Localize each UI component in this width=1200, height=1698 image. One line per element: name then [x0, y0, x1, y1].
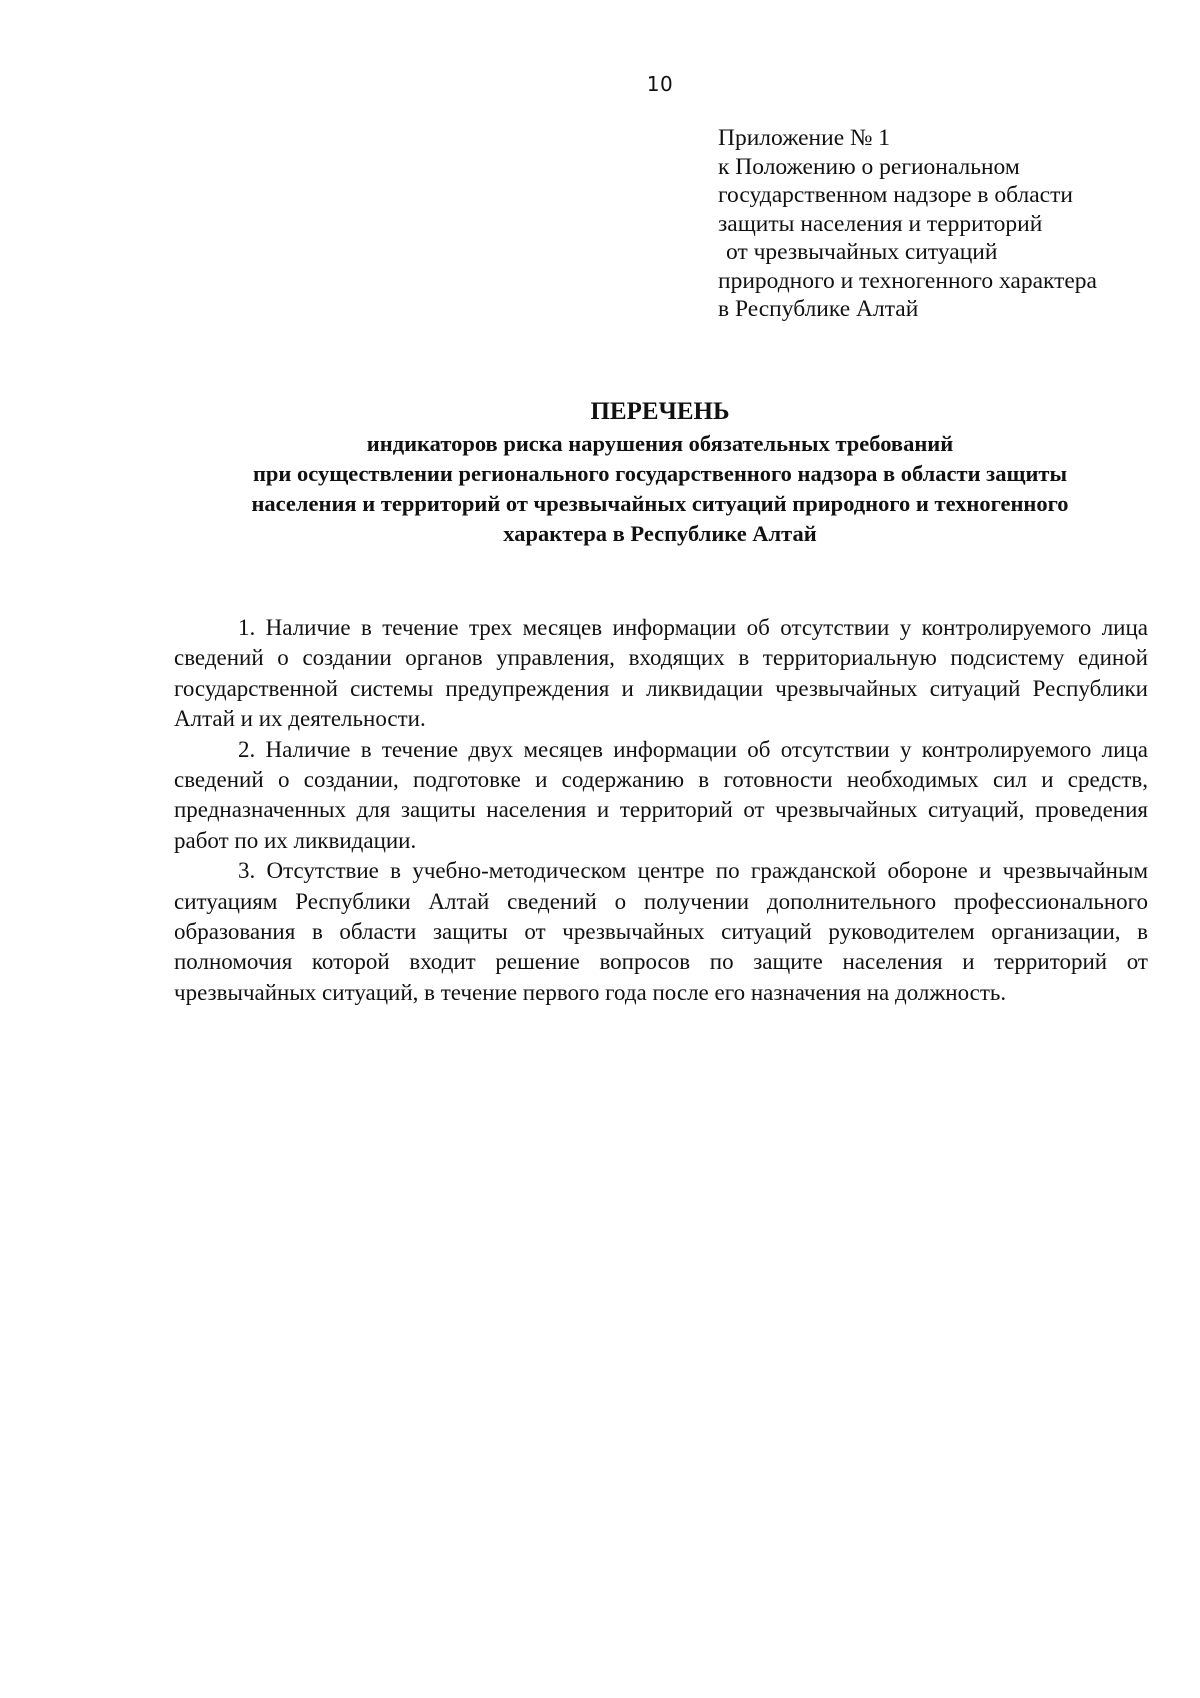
appendix-line: Приложение № 1 — [718, 125, 891, 151]
subtitle-line: при осуществлении регионального государственного надзора в области защиты — [252, 461, 1068, 486]
appendix-line: государственном надзоре в области — [718, 182, 1073, 208]
subtitle-line: индикаторов риска нарушения обязательных требований — [366, 431, 954, 456]
document-title: ПЕРЕЧЕНЬ — [590, 398, 730, 425]
document-heading — [170, 396, 1150, 549]
subtitle-line: населения и территорий от чрезвычайных ситуаций природного и техногенного — [251, 491, 1069, 516]
appendix-line: природного и техногенного характера — [718, 267, 1097, 294]
appendix-line: защиты населения и территорий — [718, 210, 1043, 237]
risk-indicator-item: 2. Наличие в течение двух месяцев информации об отсутствии у контролируемого лица сведений о создании, подготовке и содержанию в готовности необходимых сил и средств, предназначенных для защиты населения и территорий от чрезвычайных ситуаций, проведения работ по их ликвидации. — [174, 736, 1148, 853]
document-subtitle — [170, 429, 1150, 549]
risk-indicator-item: 1. Наличие в течение трех месяцев информации об отсутствии у контролируемого лица сведений о создании органов управления, входящих в территориальную подсистему единой государственной системы предупреждения и ликвидации чрезвычайных ситуаций Республики Алтай и их деятельности. — [174, 615, 1148, 732]
appendix-line: от чрезвычайных ситуаций — [726, 239, 998, 265]
page-number: 10 — [646, 72, 674, 96]
risk-indicator-item: 3. Отсутствие в учебно-методическом центре по гражданской обороне и чрезвычайным ситуациям Республики Алтай сведений о получении дополнительного профессионального образования в области защиты от чрезвычайных ситуаций руководителем организации, в полномочия которой входит решение вопросов по защите населения и территорий от чрезвычайных ситуаций, в течение первого года после его назначения на должность. — [174, 858, 1148, 1005]
appendix-line: в Республике Алтай — [718, 296, 919, 322]
subtitle-line: характера в Республике Алтай — [503, 521, 817, 546]
appendix-block — [718, 124, 1148, 324]
appendix-line: к Положению о региональном — [718, 153, 1020, 180]
risk-indicator-list — [174, 613, 1148, 1008]
